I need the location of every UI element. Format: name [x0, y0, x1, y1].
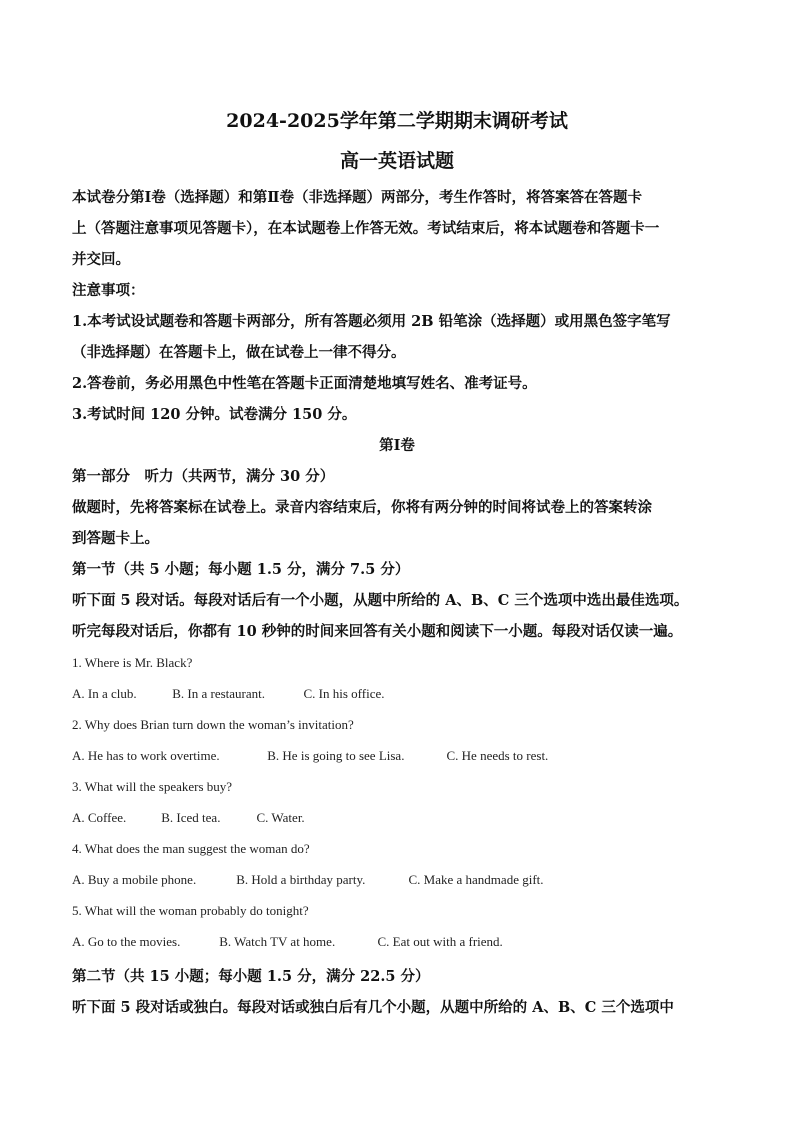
- question-1-option-b: B. In a restaurant.: [172, 686, 266, 701]
- section1-instruction-line-2: 听完每段对话后，你都有 10 秒钟的时间来回答有关小题和阅读下一小题。每段对话仅读一遍。: [72, 623, 683, 640]
- part1-heading: 第一部分 听力（共两节，满分 30 分）: [72, 468, 335, 485]
- question-3-option-a: A. Coffee.: [72, 810, 127, 825]
- note-2: 2.答卷前，务必用黑色中性笔在答题卡正面清楚地填写姓名、准考证号。: [72, 375, 537, 392]
- notes-heading: 注意事项：: [72, 282, 145, 299]
- question-5-option-a: A. Go to the movies.: [72, 934, 181, 949]
- question-1-option-c: C. In his office.: [303, 686, 385, 701]
- question-2-option-b: B. He is going to see Lisa.: [267, 748, 405, 763]
- question-2-options: [72, 748, 548, 764]
- note-1-line-1: 1.本考试设试题卷和答题卡两部分，所有答题必须用 2B 铅笔涂（选择题）或用黑色签字笔写: [72, 313, 671, 330]
- question-2-option-c: C. He needs to rest.: [446, 748, 549, 763]
- question-1-option-a: A. In a club.: [72, 686, 137, 701]
- intro-line-1: 本试卷分第Ⅰ卷（选择题）和第Ⅱ卷（非选择题）两部分，考生作答时，将答案答在答题卡: [72, 189, 642, 206]
- volume-label: 第Ⅰ卷: [379, 437, 415, 454]
- question-3-option-c: C. Water.: [256, 810, 305, 825]
- exam-subtitle: 高一英语试题: [339, 150, 454, 172]
- question-3-stem: 3. What will the speakers buy?: [72, 779, 233, 794]
- intro-line-3: 并交回。: [72, 251, 130, 268]
- question-3-options: [72, 810, 305, 826]
- question-4-stem: 4. What does the man suggest the woman do?: [72, 841, 310, 856]
- question-5-options: [72, 934, 503, 950]
- question-3-option-b: B. Iced tea.: [161, 810, 221, 825]
- question-4-option-c: C. Make a handmade gift.: [408, 872, 544, 887]
- question-5-option-b: B. Watch TV at home.: [219, 934, 336, 949]
- section2-heading: 第二节（共 15 小题；每小题 1.5 分，满分 22.5 分）: [72, 968, 430, 985]
- question-5-stem: 5. What will the woman probably do tonight?: [72, 903, 309, 918]
- question-1-options: [72, 686, 385, 702]
- question-1-stem: 1. Where is Mr. Black?: [72, 655, 193, 670]
- exam-title: 2024-2025学年第二学期期末调研考试: [226, 110, 568, 132]
- section1-instruction-line-1: 听下面 5 段对话。每段对话后有一个小题，从题中所给的 A、B、C 三个选项中选出最佳选项。: [72, 592, 689, 609]
- question-2-stem: 2. Why does Brian turn down the woman’s invitation?: [72, 717, 354, 732]
- note-1-line-2: （非选择题）在答题卡上，做在试卷上一律不得分。: [72, 344, 406, 361]
- part1-instruction-line-2: 到答题卡上。: [72, 530, 159, 547]
- question-4-options: [72, 872, 544, 888]
- part1-instruction-line-1: 做题时，先将答案标在试卷上。录音内容结束后，你将有两分钟的时间将试卷上的答案转涂: [72, 499, 652, 516]
- question-5-option-c: C. Eat out with a friend.: [377, 934, 503, 949]
- section1-heading: 第一节（共 5 小题；每小题 1.5 分，满分 7.5 分）: [72, 561, 410, 578]
- question-4-option-a: A. Buy a mobile phone.: [72, 872, 197, 887]
- question-4-option-b: B. Hold a birthday party.: [236, 872, 366, 887]
- intro-line-2: 上（答题注意事项见答题卡），在本试题卷上作答无效。考试结束后，将本试题卷和答题卡一: [72, 220, 660, 237]
- question-2-option-a: A. He has to work overtime.: [72, 748, 220, 763]
- section2-instruction-line-1: 听下面 5 段对话或独白。每段对话或独白后有几个小题，从题中所给的 A、B、C 三个选项中: [72, 999, 674, 1016]
- note-3: 3.考试时间 120 分钟。试卷满分 150 分。: [72, 406, 357, 423]
